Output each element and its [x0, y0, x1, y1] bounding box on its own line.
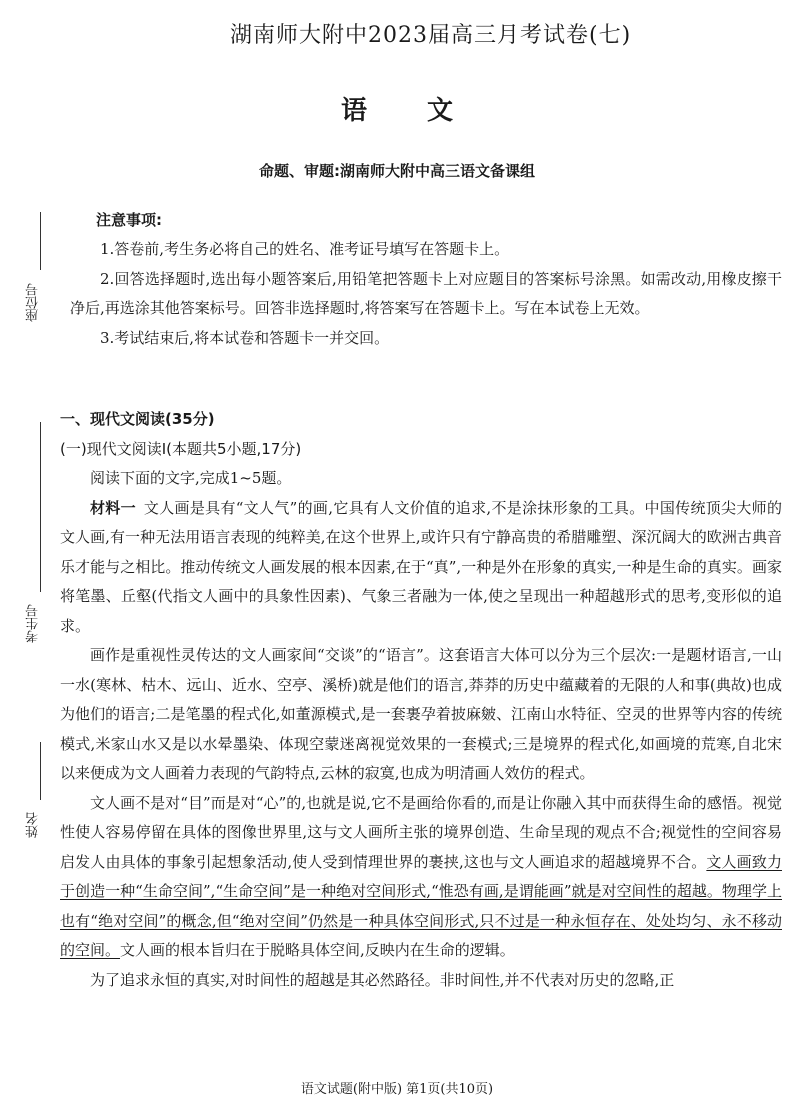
exam-no-label: 考生号 — [26, 604, 41, 643]
underlined-passage: 文人画致力于创造一种“生命空间”,“生命空间”是一种绝对空间形式,“惟恐有画,是谓能画”就是对空间性的超越。物理学上也有“绝对空间”的概念,但“绝对空间”仍然是一种具体空间形式,只不过是一种永恒存在、处处均匀、永不移动的空间。 — [60, 852, 782, 959]
seat-label: 座位号 — [26, 283, 41, 322]
paragraph-4: 为了追求永恒的真实,对时间性的超越是其必然路径。非时间性,并不代表对历史的忽略,正 — [90, 970, 675, 989]
notice-item: 1.答卷前,考生务必将自己的姓名、准考证号填写在答题卡上。 — [100, 240, 510, 258]
instruction: 阅读下面的文字,完成1~5题。 — [90, 469, 292, 487]
exam-no-line — [40, 422, 41, 592]
compilers-line: 命题、审题:湖南师大附中高三语文备课组 — [258, 162, 535, 180]
notice-item: 3.考试结束后,将本试卷和答题卡一并交回。 — [100, 328, 390, 347]
reading-section — [60, 405, 782, 995]
section-heading: 一、现代文阅读(35分) — [60, 410, 215, 428]
subsection-heading: (一)现代文阅读Ⅰ(本题共5小题,17分) — [60, 439, 302, 458]
material-label: 材料一 — [90, 498, 136, 517]
paragraph-1 — [60, 494, 782, 642]
page-footer: 语文试题(附中版) 第1页(共10页) — [300, 1082, 494, 1097]
paragraph-3-text-b: 文人画的根本旨归在于脱略具体空间,反映内在生命的逻辑。 — [120, 941, 515, 959]
subject-title: 语文 — [340, 96, 513, 126]
notice-item: 2.回答选择题时,选出每小题答案后,用铅笔把答题卡上对应题目的答案标号涂黑。如需改动,用橡皮擦干净后,再选涂其他答案标号。回答非选择题时,将答案写在答题卡上。写在本试卷上无效。 — [70, 269, 782, 317]
paragraph-3-text-a: 文人画不是对“目”而是对“心”的,也就是说,它不是画给你看的,而是让你融入其中而获得生命的感悟。视觉性使人容易停留在具体的图像世界里,这与文人画所主张的境界创造、生命呈现的观点不合;视觉性的空间容易启发人由具体的事象引起想象活动,使人受到情理世界的裹挟,这也与文人画追求的超越境界不合。 — [60, 793, 782, 871]
notice-list — [70, 235, 782, 353]
notice-title: 注意事项: — [96, 211, 162, 229]
paragraph-1-text: 文人画是具有“文人气”的画,它具有人文价值的追求,不是涂抹形象的工具。中国传统顶尖大师的文人画,有一种无法用语言表现的纯粹美,在这个世界上,或许只有宁静高贵的希腊雕塑、深沉阔大的欧洲古典音乐才能与之相比。推动传统文人画发展的根本因素,在于“真”,一种是外在形象的真实,一种是生命的真实。画家将笔墨、丘壑(代指文人画中的具象性因素)、气象三者融为一体,使之呈现出一种超越形式的思考,变形似的追求。 — [60, 498, 782, 635]
paragraph-3 — [60, 789, 782, 966]
paragraph-2: 画作是重视性灵传达的文人画家间“交谈”的“语言”。这套语言大体可以分为三个层次:一是题材语言,一山一水(寒林、枯木、远山、近水、空亭、溪桥)就是他们的语言,莽莽的历史中蕴藏着的无限的人和事(典故)也成为他们的语言;二是笔墨的程式化,如董源模式,是一套裹孕着披麻皴、江南山水特征、空灵的世界等内容的传统模式,米家山水又是以水晕墨染、体现空蒙迷离视觉效果的一套模式;三是境界的程式化,如画境的荒寒,自北宋以来便成为文人画着力表现的气韵特点,云林的寂寞,也成为明清画人效仿的程式。 — [60, 646, 782, 782]
school-title: 湖南师大附中2023届高三月考试卷(七) — [230, 23, 632, 48]
name-label: 姓名 — [26, 812, 41, 838]
seat-line — [40, 212, 41, 270]
name-line — [40, 742, 41, 800]
